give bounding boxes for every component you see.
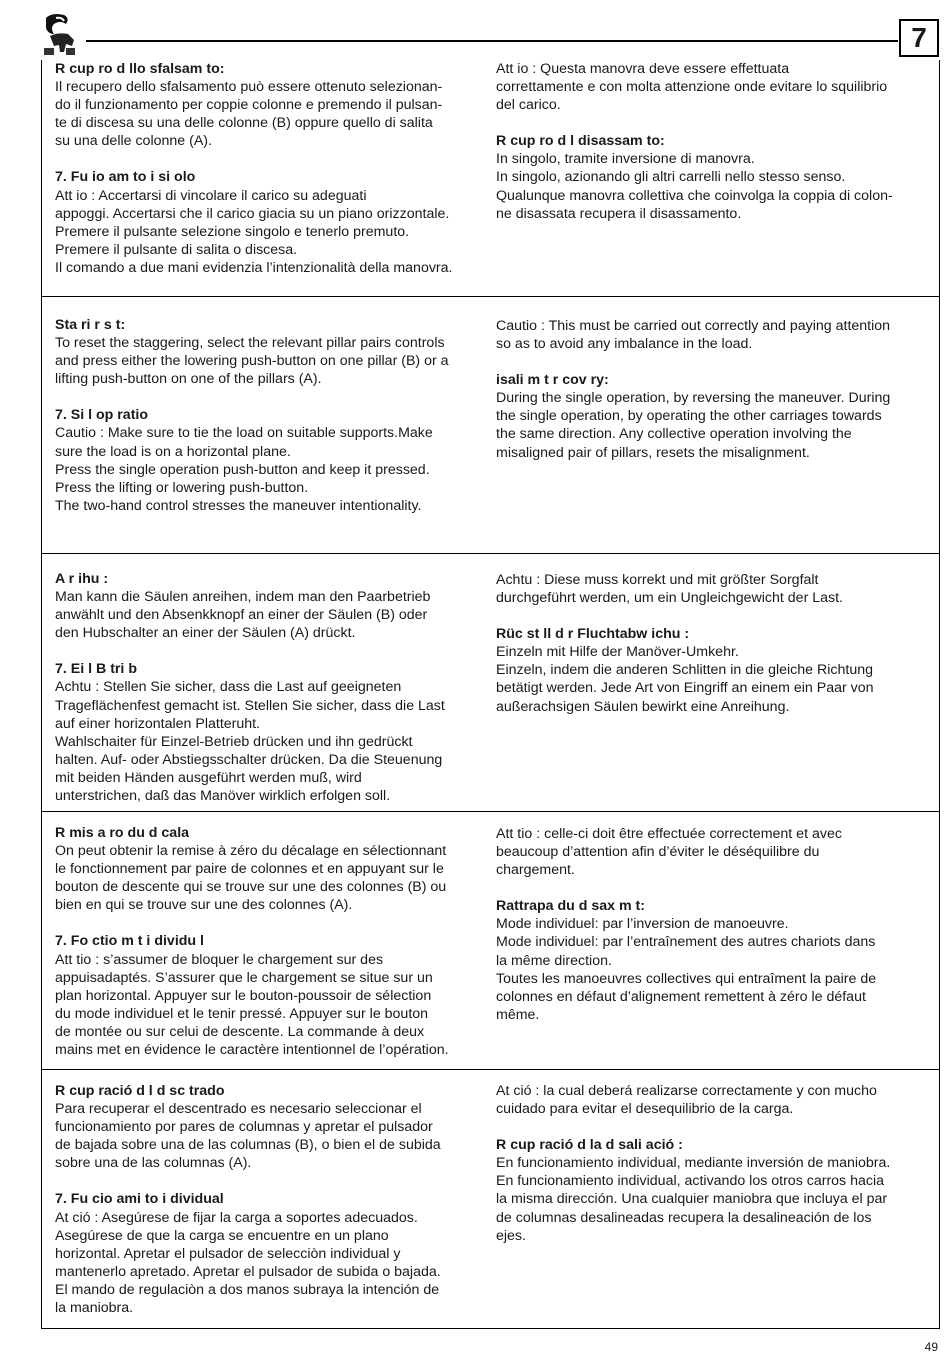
paragraph-gap bbox=[55, 388, 483, 406]
text-line: même. bbox=[496, 1006, 540, 1023]
section-divider bbox=[41, 553, 939, 554]
section-french-left bbox=[55, 824, 483, 1059]
text-line: Asegúrese de que la carga se encuentre en un plano bbox=[55, 1227, 389, 1244]
section-spanish-right bbox=[496, 1082, 924, 1245]
text-line: unterstrichen, daß das Manöver wirklich erfolgen soll. bbox=[55, 788, 391, 805]
section-divider bbox=[41, 296, 939, 297]
text-line: bouton de descente qui se trouve sur une des colonnes (B) ou bbox=[55, 879, 447, 896]
text-line: the same direction. Any collective operation involving the bbox=[496, 426, 852, 443]
text-line: mains met en évidence le caractère intentionnel de l’opération. bbox=[55, 1042, 449, 1059]
text-line: Para recuperar el descentrado es necesario seleccionar el bbox=[55, 1101, 422, 1118]
text-line: Qualunque manovra collettiva che coinvolga la coppia di colon- bbox=[496, 187, 893, 204]
text-line: halten. Auf- oder Abstiegsschalter drücken. Da die Steuenung bbox=[55, 751, 443, 768]
text-line: On peut obtenir la remise à zéro du décalage en sélectionnant bbox=[55, 843, 447, 860]
text-line: Mode individuel: par l’inversion de manoeuvre. bbox=[496, 916, 789, 933]
section-german-right bbox=[496, 571, 924, 716]
paragraph-gap bbox=[55, 642, 483, 660]
chapter-number-box: 7 bbox=[899, 19, 939, 57]
section-heading: isali m t r cov ry: bbox=[496, 372, 609, 389]
text-line: Att tio : celle-ci doit être effectuée correctement et avec bbox=[496, 826, 842, 842]
text-line: mit beiden Händen ausgeführt werden muß, wird bbox=[55, 769, 362, 786]
text-line: In singolo, azionando gli altri carrelli nello stesso senso. bbox=[496, 169, 846, 186]
section-heading: R mis a ro du d cala bbox=[55, 825, 190, 841]
text-line: du mode individuel et le tenir pressé. Appuyer sur le bouton bbox=[55, 1005, 429, 1022]
text-line: su una delle colonne (A). bbox=[55, 133, 212, 150]
section-heading: Rattrapa du d sax m t: bbox=[496, 898, 645, 915]
text-line: correttamente e con molta attenzione onde evitare lo squilibrio bbox=[496, 79, 888, 96]
paragraph-gap bbox=[496, 1118, 924, 1136]
text-line: la misma dirección. Una cualquier maniobra que incluya el par bbox=[496, 1191, 888, 1208]
text-line: außerachsigen Säulen bewirkt eine Anreihung. bbox=[496, 698, 790, 715]
manufacturer-logo-icon bbox=[40, 12, 80, 58]
paragraph-gap bbox=[55, 1172, 483, 1190]
text-line: sure the load is on a horizontal plane. bbox=[55, 443, 291, 460]
text-line: Premere il pulsante di salita o discesa. bbox=[55, 241, 298, 258]
text-line: Premere il pulsante selezione singolo e tenerlo premuto. bbox=[55, 223, 410, 240]
text-line: The two-hand control stresses the maneuver intentionality. bbox=[55, 497, 422, 514]
section-heading: 7. Fo ctio m t i dividu l bbox=[55, 933, 204, 950]
paragraph-gap bbox=[496, 607, 924, 625]
text-line: At ció : la cual deberá realizarse correctamente y con mucho bbox=[496, 1083, 877, 1099]
text-line: En funcionamiento individual, activando los otros carros hacia bbox=[496, 1173, 885, 1190]
text-line: den Hubschalter an einer der Säulen (A) drückt. bbox=[55, 625, 356, 642]
text-line: de montée ou sur celui de descente. La commande à deux bbox=[55, 1023, 425, 1040]
text-line: Att io : Accertarsi di vincolare il carico su adeguati bbox=[55, 187, 367, 204]
text-line: Toutes les manoeuvres collectives qui entraîment la paire de bbox=[496, 970, 877, 987]
section-italian-right bbox=[496, 60, 924, 223]
section-heading: 7. Fu io am to i si olo bbox=[55, 169, 196, 186]
text-line: Il recupero dello sfalsamento può essere ottenuto selezionan- bbox=[55, 79, 443, 96]
text-line: El mando de regulaciòn a dos manos subraya la intención de bbox=[55, 1281, 440, 1298]
page-number: 49 bbox=[924, 1340, 938, 1354]
text-line: To reset the staggering, select the relevant pillar pairs controls bbox=[55, 335, 445, 352]
section-heading: Rüc st ll d r Fluchtabw ichu : bbox=[496, 626, 690, 643]
text-line: Achtu : Stellen Sie sicher, dass die Last auf geeigneten bbox=[55, 679, 402, 696]
text-line: Att io : Questa manovra deve essere effettuata bbox=[496, 61, 790, 77]
text-line: plan horizontal. Appuyer sur le bouton-poussoir de sélection bbox=[55, 987, 432, 1004]
section-heading: 7. Fu cio ami to i dividual bbox=[55, 1191, 224, 1208]
section-heading: 7. Ei l B tri b bbox=[55, 661, 137, 678]
section-heading: R cup ració d l d sc trado bbox=[55, 1083, 225, 1099]
text-line: En funcionamiento individual, mediante inversión de maniobra. bbox=[496, 1155, 891, 1172]
section-spanish-left bbox=[55, 1082, 483, 1317]
paragraph-gap bbox=[496, 353, 924, 371]
text-line: the single operation, by operating the other carriages towards bbox=[496, 408, 882, 425]
paragraph-gap bbox=[55, 914, 483, 932]
text-line: horizontal. Apretar el pulsador de selecciòn individual y bbox=[55, 1245, 401, 1262]
text-line: In singolo, tramite inversione di manovra. bbox=[496, 151, 755, 168]
paragraph-gap bbox=[496, 114, 924, 132]
text-line: betätigt werden. Jede Art von Eingriff an einem ein Paar von bbox=[496, 680, 874, 697]
text-line: te di discesa su una delle colonne (B) oppure quello di salita bbox=[55, 115, 433, 132]
text-line: During the single operation, by reversing the maneuver. During bbox=[496, 390, 891, 407]
text-line: anwählt und den Absenkknopf an einer der Säulen (B) oder bbox=[55, 607, 428, 624]
text-line: Wahlschaiter für Einzel-Betrieb drücken und ihn gedrückt bbox=[55, 733, 413, 750]
section-heading: R cup ro d llo sfalsam to: bbox=[55, 61, 225, 77]
section-german-left bbox=[55, 570, 483, 805]
text-line: Cautio : Make sure to tie the load on suitable supports.Make bbox=[55, 425, 433, 442]
paragraph-gap bbox=[496, 879, 924, 897]
section-french-right bbox=[496, 825, 924, 1024]
text-line: del carico. bbox=[496, 97, 561, 114]
text-line: and press either the lowering push-button on one pillar (B) or a bbox=[55, 353, 449, 370]
section-heading: R cup ro d l disassam to: bbox=[496, 133, 665, 150]
text-line: Press the single operation push-button and keep it pressed. bbox=[55, 461, 430, 478]
paragraph-gap bbox=[55, 150, 483, 168]
text-line: Trageflächenfest gemacht ist. Stellen Sie sicher, dass die Last bbox=[55, 697, 445, 714]
section-heading: 7. Si l op ratio bbox=[55, 407, 149, 424]
text-line: appoggi. Accertarsi che il carico giacia su un piano orizzontale. bbox=[55, 205, 450, 222]
text-line: misaligned pair of pillars, resets the misalignment. bbox=[496, 444, 810, 461]
text-line: la même direction. bbox=[496, 952, 612, 969]
text-line: Mode individuel: par l’entraînement des autres chariots dans bbox=[496, 934, 876, 951]
section-heading: Sta ri r s t: bbox=[55, 317, 126, 333]
header-rule bbox=[86, 40, 898, 42]
text-line: Einzeln mit Hilfe der Manöver-Umkehr. bbox=[496, 644, 739, 661]
text-line: Cautio : This must be carried out correctly and paying attention bbox=[496, 318, 891, 334]
text-line: de columnas desalineadas recupera la desalineación de los bbox=[496, 1209, 872, 1226]
text-line: Man kann die Säulen anreihen, indem man den Paarbetrieb bbox=[55, 589, 431, 606]
text-line: Achtu : Diese muss korrekt und mit größter Sorgfalt bbox=[496, 572, 819, 588]
text-line: ne disassata recupera il disassamento. bbox=[496, 205, 742, 222]
text-line: la maniobra. bbox=[55, 1300, 134, 1317]
text-line: so as to avoid any imbalance in the load. bbox=[496, 336, 753, 353]
text-line: funcionamiento por pares de columnas y apretar el pulsador bbox=[55, 1119, 433, 1136]
section-english-left bbox=[55, 316, 483, 515]
text-line: colonnes en défaut d’alignement remettent à zéro le défaut bbox=[496, 988, 866, 1005]
text-line: ejes. bbox=[496, 1227, 526, 1244]
section-divider bbox=[41, 811, 939, 812]
text-line: cuidado para evitar el desequilibrio de la carga. bbox=[496, 1101, 794, 1118]
text-line: de bajada sobre una de las columnas (B), o bien el de subida bbox=[55, 1137, 441, 1154]
text-line: chargement. bbox=[496, 862, 575, 879]
text-line: Einzeln, indem die anderen Schlitten in die gleiche Richtung bbox=[496, 662, 873, 679]
section-divider bbox=[41, 1069, 939, 1070]
text-line: bien en qui se trouve sur une des colonnes (A). bbox=[55, 897, 353, 914]
text-line: le fonctionnement par paire de colonnes et en appuyant sur le bbox=[55, 861, 444, 878]
text-line: beaucoup d’attention afin d’éviter le déséquilibre du bbox=[496, 844, 820, 861]
section-heading: R cup ració d la d sali ació : bbox=[496, 1137, 683, 1154]
text-line: do il funzionamento per coppie colonne e premendo il pulsan- bbox=[55, 97, 443, 114]
text-line: Press the lifting or lowering push-button. bbox=[55, 479, 309, 496]
text-line: sobre una de las columnas (A). bbox=[55, 1155, 252, 1172]
text-line: appuisadaptés. S’assurer que le chargement se situe sur un bbox=[55, 969, 433, 986]
text-line: At ció : Asegúrese de fijar la carga a soportes adecuados. bbox=[55, 1209, 418, 1226]
section-italian-left bbox=[55, 60, 483, 277]
section-heading: A r ihu : bbox=[55, 571, 109, 587]
section-english-right bbox=[496, 317, 924, 462]
text-line: mantenerlo apretado. Apretar el pulsador de subida o bajada. bbox=[55, 1263, 441, 1280]
text-line: auf einer horizontalen Platteruht. bbox=[55, 715, 261, 732]
text-line: durchgeführt werden, um ein Ungleichgewicht der Last. bbox=[496, 590, 843, 607]
text-line: Att tio : s’assumer de bloquer le chargement sur des bbox=[55, 951, 384, 968]
text-line: Il comando a due mani evidenzia l’intenzionalità della manovra. bbox=[55, 259, 453, 276]
text-line: lifting push-button on one of the pillars (A). bbox=[55, 371, 322, 388]
